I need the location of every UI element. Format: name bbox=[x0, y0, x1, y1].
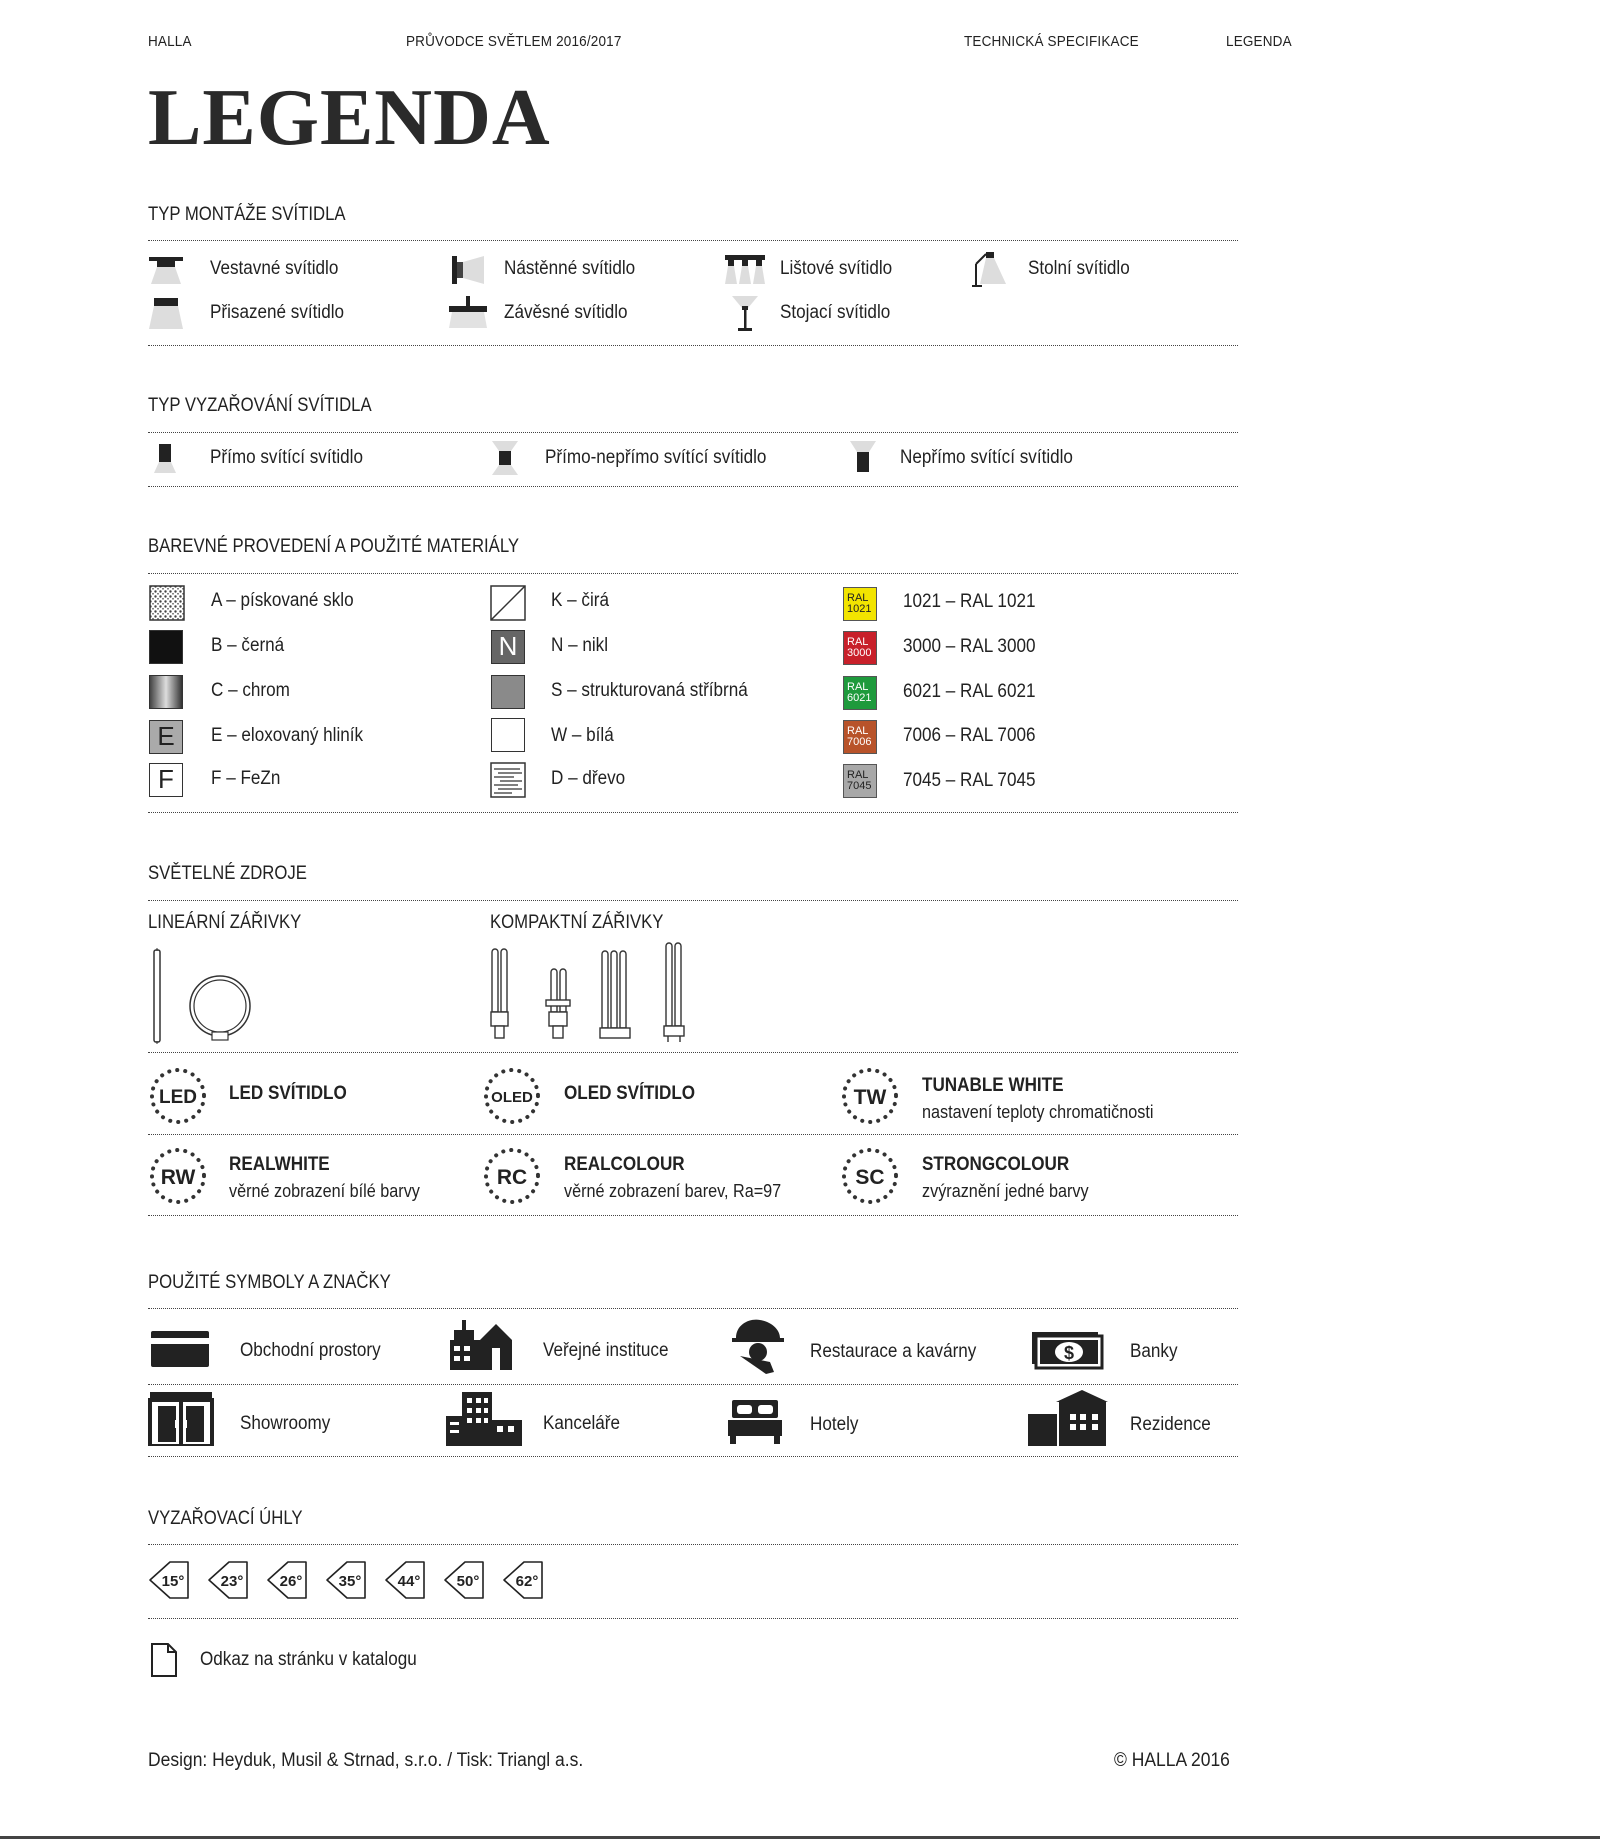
tech-title: REALCOLOUR bbox=[564, 1154, 685, 1175]
tech-title: REALWHITE bbox=[229, 1154, 330, 1175]
symbol-label: Banky bbox=[1130, 1341, 1178, 1362]
badge-text: LED bbox=[159, 1087, 197, 1108]
beam-angle-icon bbox=[502, 1560, 546, 1600]
divider bbox=[148, 812, 1238, 813]
tech-title: LED SVÍTIDLO bbox=[229, 1083, 347, 1104]
divider bbox=[148, 1544, 1238, 1545]
material-label: E – eloxovaný hliník bbox=[211, 725, 364, 746]
floor-lamp-icon bbox=[730, 294, 760, 332]
symbol-label: Restaurace a kavárny bbox=[810, 1341, 977, 1362]
compact-tubes-heading: KOMPAKTNÍ ZÁŘIVKY bbox=[490, 912, 664, 933]
ral-text: RAL bbox=[847, 769, 869, 781]
divider bbox=[148, 900, 1238, 901]
material-label: C – chrom bbox=[211, 680, 290, 701]
materials-heading: BAREVNÉ PROVEDENÍ A POUŽITÉ MATERIÁLY bbox=[148, 536, 520, 557]
beam-angle-value: 35° bbox=[338, 1573, 362, 1590]
tech-title: TUNABLE WHITE bbox=[922, 1075, 1064, 1096]
beam-angle-value: 23° bbox=[220, 1573, 244, 1590]
beam-angle-icon bbox=[443, 1560, 487, 1600]
waiter-icon bbox=[730, 1316, 786, 1376]
divider bbox=[148, 432, 1238, 433]
material-label: 7006 – RAL 7006 bbox=[903, 725, 1036, 746]
beam-angle-value: 62° bbox=[515, 1573, 539, 1590]
mounting-label: Nástěnné svítidlo bbox=[504, 258, 636, 279]
symbol-label: Obchodní prostory bbox=[240, 1340, 381, 1361]
mounting-label: Stojací svítidlo bbox=[780, 302, 891, 323]
badge-text: TW bbox=[853, 1086, 887, 1109]
sources-heading: SVĚTELNÉ ZDROJE bbox=[148, 863, 307, 884]
material-label: W – bílá bbox=[551, 725, 614, 746]
ral-6021-swatch bbox=[843, 676, 877, 710]
badge-text: RC bbox=[496, 1166, 528, 1189]
divider bbox=[148, 1384, 1238, 1385]
material-label: S – strukturovaná stříbrná bbox=[551, 680, 748, 701]
tech-desc: nastavení teploty chromatičnosti bbox=[922, 1102, 1154, 1122]
ral-text: RAL bbox=[847, 681, 869, 693]
material-label: 1021 – RAL 1021 bbox=[903, 591, 1036, 612]
strongcolour-badge-icon bbox=[840, 1146, 900, 1206]
track-luminaire-icon bbox=[724, 254, 766, 286]
badge-text: OLED bbox=[491, 1089, 533, 1106]
beam-angle-value: 50° bbox=[456, 1573, 480, 1590]
beam-angle-icon bbox=[266, 1560, 310, 1600]
beam-angle-icon bbox=[384, 1560, 428, 1600]
mounting-label: Stolní svítidlo bbox=[1028, 258, 1130, 279]
svg-text:$: $ bbox=[1063, 1343, 1075, 1363]
material-label: N – nikl bbox=[551, 635, 609, 656]
header-guide: PRŮVODCE SVĚTLEM 2016/2017 bbox=[406, 33, 622, 50]
divider bbox=[148, 1618, 1238, 1619]
divider bbox=[148, 486, 1238, 487]
angles-heading: VYZAŘOVACÍ ÚHLY bbox=[148, 1508, 303, 1529]
beam-angle-value: 44° bbox=[397, 1573, 421, 1590]
indirect-light-icon bbox=[848, 440, 878, 474]
tech-desc: věrné zobrazení bílé barvy bbox=[229, 1181, 420, 1201]
material-label: A – pískované sklo bbox=[211, 590, 354, 611]
recessed-luminaire-icon bbox=[148, 255, 184, 285]
mounting-label: Lištové svítidlo bbox=[780, 258, 893, 279]
badge-text: RW bbox=[160, 1166, 196, 1189]
sandblasted-glass-swatch bbox=[149, 585, 185, 621]
tech-title: OLED SVÍTIDLO bbox=[564, 1083, 696, 1104]
divider bbox=[148, 345, 1238, 346]
ral-code: 7006 bbox=[847, 736, 872, 748]
black-swatch bbox=[149, 630, 183, 664]
header-spec: TECHNICKÁ SPECIFIKACE bbox=[964, 33, 1139, 50]
tunable-white-badge-icon bbox=[840, 1066, 900, 1126]
material-label: 6021 – RAL 6021 bbox=[903, 681, 1036, 702]
material-label: K – čirá bbox=[551, 590, 609, 611]
white-swatch bbox=[491, 718, 525, 752]
ral-text: RAL bbox=[847, 636, 869, 648]
surface-luminaire-icon bbox=[148, 296, 184, 330]
symbols-heading: POUŽITÉ SYMBOLY A ZNAČKY bbox=[148, 1272, 391, 1293]
symbol-label: Hotely bbox=[810, 1414, 859, 1435]
public-building-icon bbox=[448, 1318, 514, 1372]
mounting-label: Vestavné svítidlo bbox=[210, 258, 339, 279]
mounting-heading: TYP MONTÁŽE SVÍTIDLA bbox=[148, 204, 346, 225]
ral-7045-swatch bbox=[843, 764, 877, 798]
emission-label: Přímo-nepřímo svítící svítidlo bbox=[545, 447, 767, 468]
divider bbox=[148, 1134, 1238, 1135]
ral-3000-swatch bbox=[843, 631, 877, 665]
bed-icon bbox=[726, 1398, 784, 1446]
mounting-label: Přisazené svítidlo bbox=[210, 302, 345, 323]
tech-title: STRONGCOLOUR bbox=[922, 1154, 1070, 1175]
ral-text: RAL bbox=[847, 725, 869, 737]
page-reference-icon bbox=[150, 1642, 178, 1678]
tech-desc: věrné zobrazení barev, Ra=97 bbox=[564, 1181, 782, 1201]
oled-badge-icon bbox=[482, 1066, 542, 1126]
fezn-swatch: F bbox=[149, 763, 183, 797]
footer-copyright: © HALLA 2016 bbox=[1114, 1750, 1230, 1771]
direct-light-icon bbox=[152, 442, 178, 474]
material-label: 7045 – RAL 7045 bbox=[903, 770, 1036, 791]
showroom-door-icon bbox=[148, 1390, 214, 1446]
divider bbox=[148, 1308, 1238, 1309]
emission-label: Nepřímo svítící svítidlo bbox=[900, 447, 1073, 468]
ral-7006-swatch bbox=[843, 720, 877, 754]
compact-fluorescent-icon bbox=[488, 942, 688, 1044]
header-brand: HALLA bbox=[148, 33, 192, 50]
table-lamp-icon bbox=[972, 250, 1008, 288]
badge-text: SC bbox=[855, 1166, 885, 1189]
beam-angle-icon bbox=[207, 1560, 251, 1600]
beam-angle-value: 15° bbox=[161, 1573, 185, 1590]
chrome-swatch bbox=[149, 675, 183, 709]
header-section: LEGENDA bbox=[1226, 33, 1292, 50]
divider bbox=[148, 1052, 1238, 1053]
emission-label: Přímo svítící svítidlo bbox=[210, 447, 363, 468]
clear-swatch bbox=[490, 585, 526, 621]
realcolour-badge-icon bbox=[482, 1146, 542, 1206]
office-buildings-icon bbox=[444, 1390, 524, 1446]
mounting-label: Závěsné svítidlo bbox=[504, 302, 628, 323]
nickel-swatch: N bbox=[491, 630, 525, 664]
anodized-aluminium-swatch: E bbox=[149, 720, 183, 754]
material-label: 3000 – RAL 3000 bbox=[903, 636, 1036, 657]
symbol-label: Showroomy bbox=[240, 1413, 331, 1434]
divider bbox=[148, 573, 1238, 574]
wood-swatch bbox=[490, 762, 526, 798]
material-label: B – černá bbox=[211, 635, 285, 656]
beam-angle-icon bbox=[148, 1560, 192, 1600]
linear-tubes-heading: LINEÁRNÍ ZÁŘIVKY bbox=[148, 912, 302, 933]
material-label: D – dřevo bbox=[551, 768, 626, 789]
structured-silver-swatch bbox=[491, 675, 525, 709]
ral-code: 6021 bbox=[847, 692, 872, 704]
banknote-icon bbox=[1030, 1330, 1106, 1370]
ral-1021-swatch bbox=[843, 587, 877, 621]
emission-heading: TYP VYZAŘOVÁNÍ SVÍTIDLA bbox=[148, 395, 372, 416]
direct-indirect-light-icon bbox=[490, 440, 520, 476]
material-label: F – FeZn bbox=[211, 768, 281, 789]
tech-desc: zvýraznění jedné barvy bbox=[922, 1181, 1089, 1201]
divider bbox=[148, 1215, 1238, 1216]
realwhite-badge-icon bbox=[148, 1146, 208, 1206]
catalog-link-text: Odkaz na stránku v katalogu bbox=[200, 1649, 417, 1670]
residence-icon bbox=[1026, 1390, 1110, 1446]
divider bbox=[148, 1456, 1238, 1457]
wall-luminaire-icon bbox=[450, 254, 486, 286]
card-icon bbox=[150, 1330, 210, 1368]
led-badge-icon bbox=[148, 1066, 208, 1126]
symbol-label: Veřejné instituce bbox=[543, 1340, 669, 1361]
beam-angle-icon bbox=[325, 1560, 369, 1600]
linear-fluorescent-icon bbox=[148, 948, 258, 1044]
page-title: LEGENDA bbox=[148, 74, 551, 162]
ral-code: 7045 bbox=[847, 780, 872, 792]
symbol-label: Kanceláře bbox=[543, 1413, 621, 1434]
ral-code: 3000 bbox=[847, 647, 872, 659]
divider bbox=[148, 240, 1238, 241]
ral-code: 1021 bbox=[847, 603, 872, 615]
footer-credits: Design: Heyduk, Musil & Strnad, s.r.o. / Tisk: Triangl a.s. bbox=[148, 1750, 584, 1771]
symbol-label: Rezidence bbox=[1130, 1414, 1211, 1435]
pendant-luminaire-icon bbox=[448, 296, 488, 330]
ral-text: RAL bbox=[847, 592, 869, 604]
beam-angle-value: 26° bbox=[279, 1573, 303, 1590]
